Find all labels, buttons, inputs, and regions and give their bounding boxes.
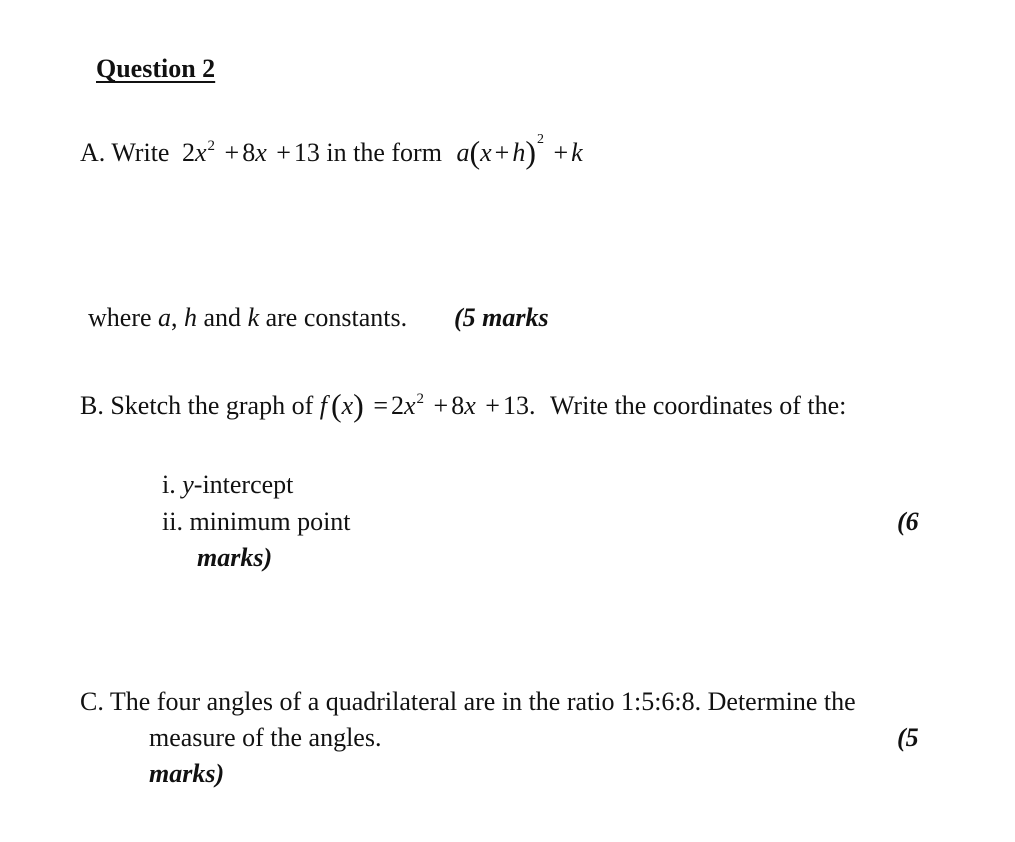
part-b-item-minimum-point: ii. minimum point bbox=[162, 507, 351, 536]
part-c-marks-open: (5 bbox=[897, 723, 919, 752]
part-c-line-1: C. The four angles of a quadrilateral are in the ratio 1:5:6:8. Determine the bbox=[80, 687, 856, 716]
part-b-marks-close: marks) bbox=[197, 543, 273, 572]
part-b-item-y-intercept: i. y-intercept bbox=[162, 470, 294, 499]
part-c-line-2: measure of the angles. bbox=[149, 723, 382, 752]
part-c-marks-close: marks) bbox=[149, 759, 225, 788]
question-title: Question 2 bbox=[96, 54, 216, 83]
part-b-marks-open: (6 bbox=[897, 507, 919, 536]
part-b-label: B. bbox=[80, 391, 104, 420]
part-a-expression: $2x^2 + 8x + 13$ bbox=[181, 138, 320, 167]
part-a-instruction bbox=[80, 134, 583, 174]
part-a-connector: in the form bbox=[326, 138, 442, 167]
part-a-label: A. bbox=[80, 138, 106, 167]
part-b-function: f $(x) = 2x^2 + 8x + 13$. bbox=[319, 387, 536, 423]
part-b-instruction: B. Sketch the graph of f $(x) = 2x^2 + 8x + 13$. Write the coordinates of the: bbox=[80, 387, 847, 423]
part-a-verb: Write bbox=[111, 138, 170, 167]
part-a-target-form: $a(x + h)^2 + k$ bbox=[456, 132, 583, 170]
part-a-marks: (5 marks bbox=[454, 303, 549, 332]
part-a-constants-note: where a, h and k are constants. bbox=[88, 303, 408, 332]
